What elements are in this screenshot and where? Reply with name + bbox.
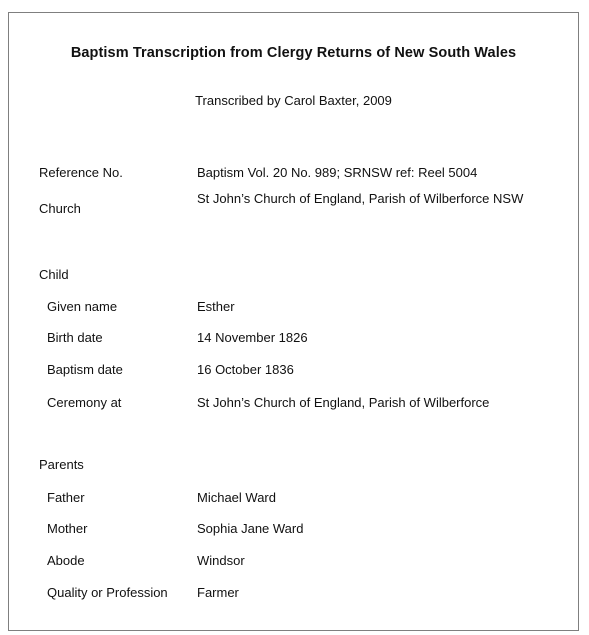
reference-label: Reference No. [39, 165, 123, 180]
given-name-label: Given name [47, 299, 118, 314]
father-label: Father [47, 490, 85, 505]
father-value: Michael Ward [197, 490, 276, 505]
church-label: Church [39, 201, 81, 216]
mother-label: Mother [47, 521, 88, 536]
document-page [8, 12, 579, 631]
given-name-value: Esther [197, 299, 235, 314]
church-value: St John’s Church of England, Parish of Wilberforce NSW [197, 191, 524, 206]
birth-date-label: Birth date [47, 330, 103, 345]
document-subtitle: Transcribed by Carol Baxter, 2009 [195, 93, 392, 108]
baptism-date-label: Baptism date [47, 362, 123, 377]
abode-label: Abode [47, 553, 85, 568]
reference-value: Baptism Vol. 20 No. 989; SRNSW ref: Reel 5004 [197, 165, 478, 180]
abode-value: Windsor [197, 553, 245, 568]
parents-heading: Parents [39, 457, 84, 472]
quality-value: Farmer [197, 585, 239, 600]
birth-date-value: 14 November 1826 [197, 330, 308, 345]
document-title: Baptism Transcription from Clergy Returns of New South Wales [70, 45, 517, 61]
baptism-date-value: 16 October 1836 [197, 362, 294, 377]
quality-label: Quality or Profession [47, 585, 168, 600]
ceremony-value: St John’s Church of England, Parish of Wilberforce [197, 395, 490, 410]
mother-value: Sophia Jane Ward [197, 521, 304, 536]
child-heading: Child [39, 267, 69, 282]
ceremony-label: Ceremony at [47, 395, 122, 410]
